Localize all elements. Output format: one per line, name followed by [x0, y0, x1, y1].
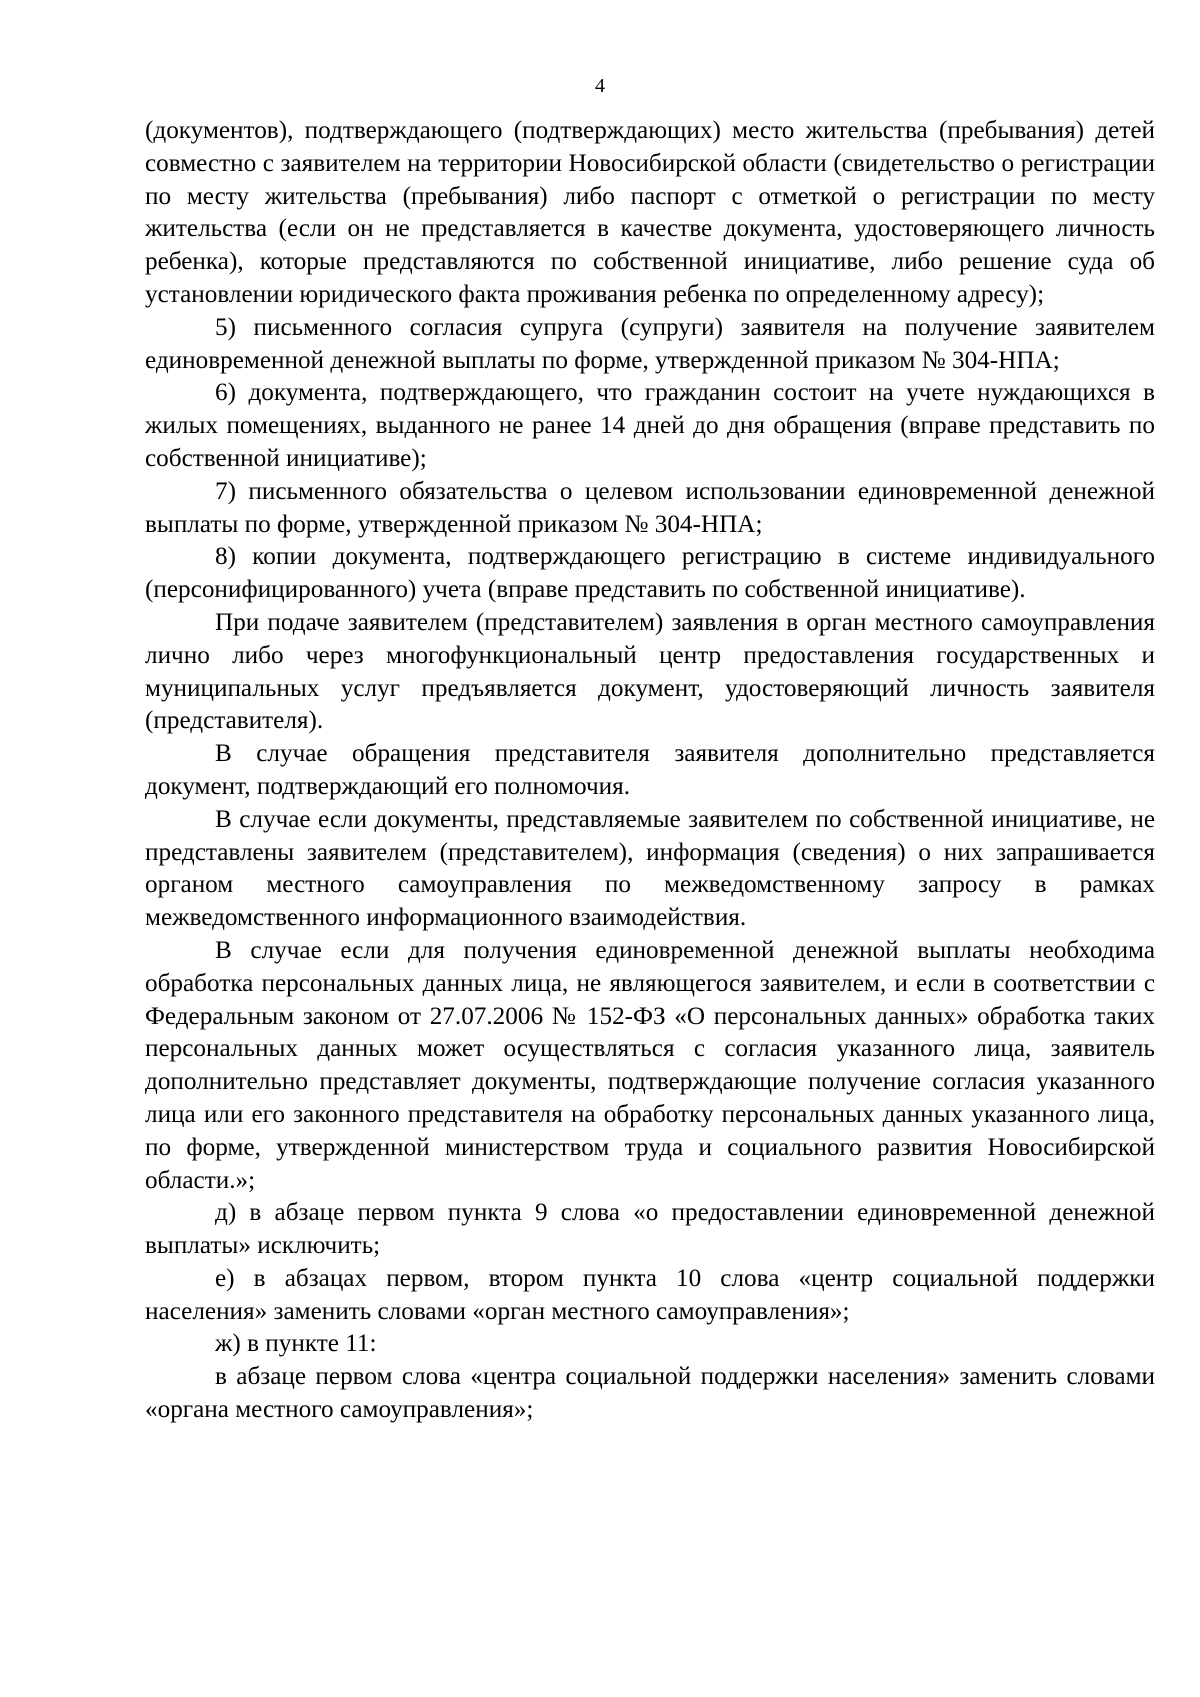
paragraph-continuation: (документов), подтверждающего (подтверждающих) место жительства (пребывания) детей совместно с заявителем на территории Новосибирской области (свидетельство о регистрации по месту жительства (пребывания) либо паспорт с отметкой о регистрации по месту жительства (если он не представляется в качестве документа, удостоверяющего личность ребенка), которые представляются по собственной инициативе, либо решение суда об установлении юридического факта проживания ребенка по определенному адресу);	[145, 117, 1155, 308]
page-number: 4	[595, 75, 605, 97]
paragraph-item-7: 7) письменного обязательства о целевом использовании единовременной денежной выплаты по форме, утвержденной приказом № 304-НПА;	[145, 477, 1155, 538]
paragraph-identity-document: При подаче заявителем (представителем) заявления в орган местного самоуправления лично либо через многофункциональный центр предоставления государственных и муниципальных услуг предъявляется документ, удостоверяющий личность заявителя (представителя).	[145, 608, 1155, 735]
paragraph-representative: В случае обращения представителя заявителя дополнительно представляется документ, подтверждающий его полномочия.	[145, 740, 1155, 800]
paragraph-subitem-e: е) в абзацах первом, втором пункта 10 слова «центр социальной поддержки населения» заменить словами «орган местного самоуправления»;	[145, 1264, 1155, 1325]
paragraph-interagency-request: В случае если документы, представляемые заявителем по собственной инициативе, не представлены заявителем (представителем), информация (сведения) о них запрашивается органом местного самоуправления по межведомственному запросу в рамках межведомственного информационного взаимодействия.	[145, 805, 1155, 932]
paragraph-personal-data: В случае если для получения единовременной денежной выплаты необходима обработка персональных данных лица, не являющегося заявителем, и если в соответствии с Федеральным законом от 27.07.2006 № 152-ФЗ «О персональных данных» обработка таких персональных данных может осуществляться с согласия указанного лица, заявитель дополнительно представляет документы, подтверждающие получение согласия указанного лица или его законного представителя на обработку персональных данных указанного лица, по форме, утвержденной министерством труда и социального развития Новосибирской области.»;	[145, 936, 1155, 1194]
paragraph-item-8: 8) копии документа, подтверждающего регистрацию в системе индивидуального (персонифицированного) учета (вправе представить по собственной инициативе).	[145, 543, 1155, 604]
paragraph-first-abzats: в абзаце первом слова «центра социальной поддержки населения» заменить словами «органа местного самоуправления»;	[145, 1363, 1155, 1424]
document-body	[145, 115, 1155, 1427]
paragraph-subitem-d: д) в абзаце первом пункта 9 слова «о предоставлении единовременной денежной выплаты» исключить;	[145, 1199, 1155, 1260]
paragraph-item-5: 5) письменного согласия супруга (супруги) заявителя на получение заявителем единовременной денежной выплаты по форме, утвержденной приказом № 304-НПА;	[145, 313, 1155, 374]
paragraph-subitem-zh: ж) в пункте 11:	[215, 1330, 377, 1358]
paragraph-item-6: 6) документа, подтверждающего, что гражданин состоит на учете нуждающихся в жилых помещениях, выданного не ранее 14 дней до дня обращения (вправе представить по собственной инициативе);	[145, 379, 1155, 472]
